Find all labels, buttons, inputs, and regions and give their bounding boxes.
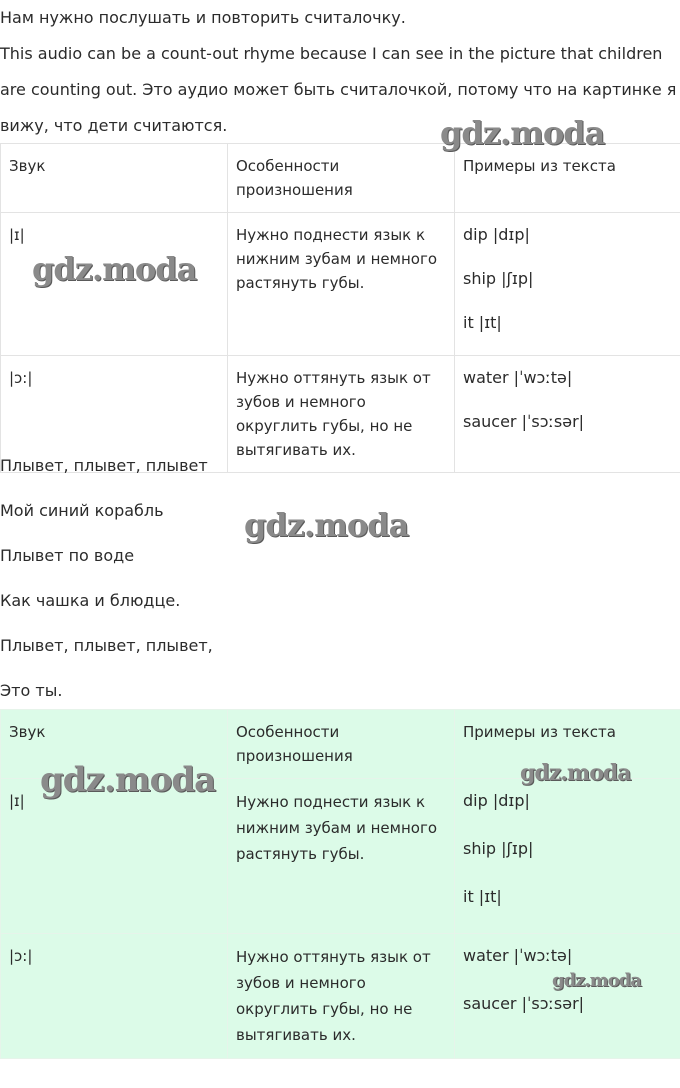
table-header-row xyxy=(1,144,680,213)
header-examples: Примеры из текста xyxy=(455,144,680,213)
poem-line: Это ты. xyxy=(0,681,63,700)
intro-line-4: вижу, что дети считаются. xyxy=(0,116,228,135)
example-word: dip |dɪp| xyxy=(463,791,530,810)
examples-cell xyxy=(455,779,680,934)
poem-line: Мой синий корабль xyxy=(0,501,164,520)
table-row xyxy=(1,934,680,1059)
example-word: water |ˈwɔːtə| xyxy=(463,368,573,387)
poem-line: Плывет по воде xyxy=(0,546,135,565)
intro-line-3: are counting out. Это аудио может быть считалочкой, потому что на картинке я xyxy=(0,80,677,99)
example-word: saucer |ˈsɔːsər| xyxy=(463,994,585,1013)
examples-cell xyxy=(455,934,680,1059)
intro-line-1: Нам нужно послушать и повторить считалочку. xyxy=(0,8,406,27)
sound-cell: |ɔ:| xyxy=(1,934,228,1059)
pronunciation-cell: Нужно поднести язык к нижним зубам и немного растянуть губы. xyxy=(228,213,455,356)
header-examples: Примеры из текста xyxy=(455,710,680,779)
examples-cell xyxy=(455,213,680,356)
example-word: it |ɪt| xyxy=(463,313,502,332)
watermark: gdz.moda xyxy=(520,760,631,786)
sound-cell: |ɔ:| xyxy=(1,356,228,473)
watermark: gdz.moda xyxy=(244,506,409,544)
example-word: it |ɪt| xyxy=(463,887,502,906)
watermark: gdz.moda xyxy=(32,250,197,288)
example-word: water |ˈwɔːtə| xyxy=(463,946,573,965)
example-word: ship |ʃɪp| xyxy=(463,839,534,858)
watermark: gdz.moda xyxy=(440,114,605,152)
example-word: ship |ʃɪp| xyxy=(463,269,534,288)
watermark: gdz.moda xyxy=(40,760,216,800)
header-pronunciation: Особенности произношения xyxy=(228,144,455,213)
watermark: gdz.moda xyxy=(552,970,641,991)
table-row xyxy=(1,779,680,934)
example-word: dip |dɪp| xyxy=(463,225,530,244)
intro-line-2: This audio can be a count-out rhyme because I can see in the picture that children xyxy=(0,44,663,63)
poem-line: Как чашка и блюдце. xyxy=(0,591,181,610)
pronunciation-cell: Нужно оттянуть язык от зубов и немного округлить губы, но не вытягивать их. xyxy=(228,356,455,473)
header-sound: Звук xyxy=(1,144,228,213)
phonetics-table-1 xyxy=(0,143,680,473)
poem-line: Плывет, плывет, плывет, xyxy=(0,636,213,655)
pronunciation-cell: Нужно поднести язык к нижним зубам и немного растянуть губы. xyxy=(228,779,455,934)
header-pronunciation: Особенности произношения xyxy=(228,710,455,779)
header-sound: Звук xyxy=(1,710,228,779)
example-word: saucer |ˈsɔːsər| xyxy=(463,412,585,431)
pronunciation-cell: Нужно оттянуть язык от зубов и немного округлить губы, но не вытягивать их. xyxy=(228,934,455,1059)
poem-line: Плывет, плывет, плывет xyxy=(0,456,208,475)
examples-cell xyxy=(455,356,680,473)
table-row xyxy=(1,356,680,473)
sound-cell: |ɪ| xyxy=(1,213,228,356)
sound-cell: |ɪ| xyxy=(1,779,228,934)
